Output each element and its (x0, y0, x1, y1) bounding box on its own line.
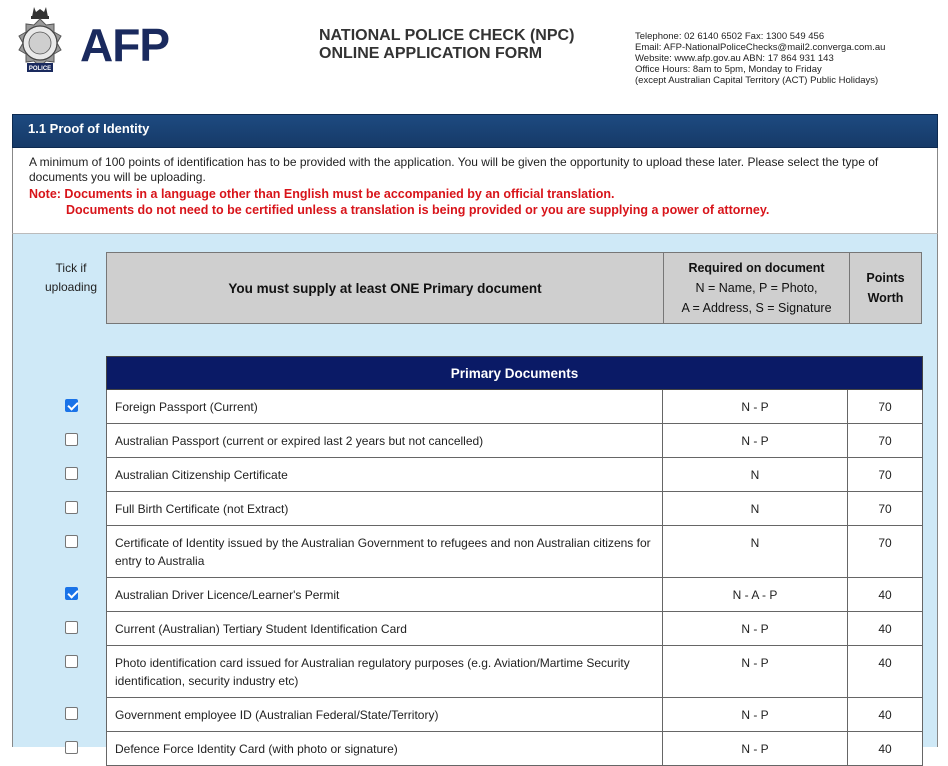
intro-box (12, 148, 938, 234)
points-value: 40 (848, 732, 923, 766)
title-line-1: NATIONAL POLICE CHECK (NPC) (319, 27, 575, 44)
document-name: Australian Citizenship Certificate (107, 458, 663, 492)
afp-logo: AFP (80, 19, 169, 71)
primary-instruction: You must supply at least ONE Primary document (107, 253, 664, 324)
required-fields: N (663, 492, 848, 526)
form-title (319, 27, 574, 63)
afp-crest-icon (8, 5, 72, 85)
section-title: 1.1 Proof of Identity (28, 121, 150, 136)
points-column-header: Points Worth (850, 253, 922, 324)
document-name: Current (Australian) Tertiary Student Identification Card (107, 612, 663, 646)
points-value: 70 (848, 390, 923, 424)
table-row (107, 612, 923, 646)
table-row (107, 732, 923, 766)
upload-checkbox[interactable] (65, 501, 78, 514)
table-row (107, 646, 923, 698)
upload-checkbox[interactable] (65, 535, 78, 548)
required-fields: N - P (663, 698, 848, 732)
document-name: Australian Passport (current or expired last 2 years but not cancelled) (107, 424, 663, 458)
primary-documents-title: Primary Documents (107, 357, 923, 390)
document-name: Defence Force Identity Card (with photo or signature) (107, 732, 663, 766)
document-name: Government employee ID (Australian Federal/State/Territory) (107, 698, 663, 732)
section-header (12, 114, 938, 148)
document-name: Full Birth Certificate (not Extract) (107, 492, 663, 526)
points-value: 40 (848, 612, 923, 646)
required-fields: N (663, 458, 848, 492)
translation-note (29, 186, 769, 218)
document-name: Photo identification card issued for Australian regulatory purposes (e.g. Aviation/Martime Security identification, security industry etc) (107, 646, 663, 698)
intro-text: A minimum of 100 points of identification has to be provided with the application. You will be given the opportunity to upload these later. Please select the type of documents you will be uploading. (29, 155, 879, 184)
requirements-header (106, 252, 922, 324)
tick-column-header: Tick if uploading (44, 261, 98, 294)
points-value: 40 (848, 646, 923, 698)
contact-website: Website: www.afp.gov.au ABN: 17 864 931 143 (635, 53, 834, 64)
title-line-2: ONLINE APPLICATION FORM (319, 45, 543, 62)
points-value: 70 (848, 492, 923, 526)
contact-hours-note: (except Australian Capital Territory (ACT) Public Holidays) (635, 75, 879, 86)
points-value: 40 (848, 578, 923, 612)
document-name: Foreign Passport (Current) (107, 390, 663, 424)
upload-checkbox[interactable] (65, 467, 78, 480)
table-row (107, 698, 923, 732)
required-fields: N - P (663, 646, 848, 698)
contact-hours: Office Hours: 8am to 5pm, Monday to Friday (635, 64, 822, 75)
required-fields: N - A - P (663, 578, 848, 612)
table-row (107, 578, 923, 612)
upload-checkbox[interactable] (65, 399, 78, 412)
upload-checkbox[interactable] (65, 433, 78, 446)
table-row (107, 424, 923, 458)
required-fields: N (663, 526, 848, 578)
upload-checkbox[interactable] (65, 655, 78, 668)
upload-checkbox[interactable] (65, 621, 78, 634)
upload-checkbox[interactable] (65, 707, 78, 720)
primary-documents-table (106, 356, 923, 766)
required-column-header: Required on document N = Name, P = Photo, A = Address, S = Signature (664, 253, 850, 324)
required-fields: N - P (663, 424, 848, 458)
document-name: Australian Driver Licence/Learner's Permit (107, 578, 663, 612)
contact-telephone: Telephone: 02 6140 6502 Fax: 1300 549 456 (635, 31, 825, 42)
note-line-1: Note: Documents in a language other than English must be accompanied by an official translation. (29, 187, 615, 201)
points-value: 70 (848, 526, 923, 578)
contact-email: Email: AFP-NationalPoliceChecks@mail2.converga.com.au (635, 42, 886, 53)
note-line-2: Documents do not need to be certified unless a translation is being provided or you are supplying a power of attorney. (66, 203, 770, 217)
table-row (107, 390, 923, 424)
document-name: Certificate of Identity issued by the Australian Government to refugees and non Australian citizens for entry to Australia (107, 526, 663, 578)
table-row (107, 492, 923, 526)
table-row (107, 458, 923, 492)
contact-info (635, 31, 885, 86)
points-value: 70 (848, 458, 923, 492)
badge-text: POLICE (28, 66, 52, 72)
required-fields: N - P (663, 390, 848, 424)
points-value: 40 (848, 698, 923, 732)
required-fields: N - P (663, 612, 848, 646)
upload-checkbox[interactable] (65, 587, 78, 600)
points-value: 70 (848, 424, 923, 458)
required-fields: N - P (663, 732, 848, 766)
upload-checkbox[interactable] (65, 741, 78, 754)
table-row (107, 526, 923, 578)
